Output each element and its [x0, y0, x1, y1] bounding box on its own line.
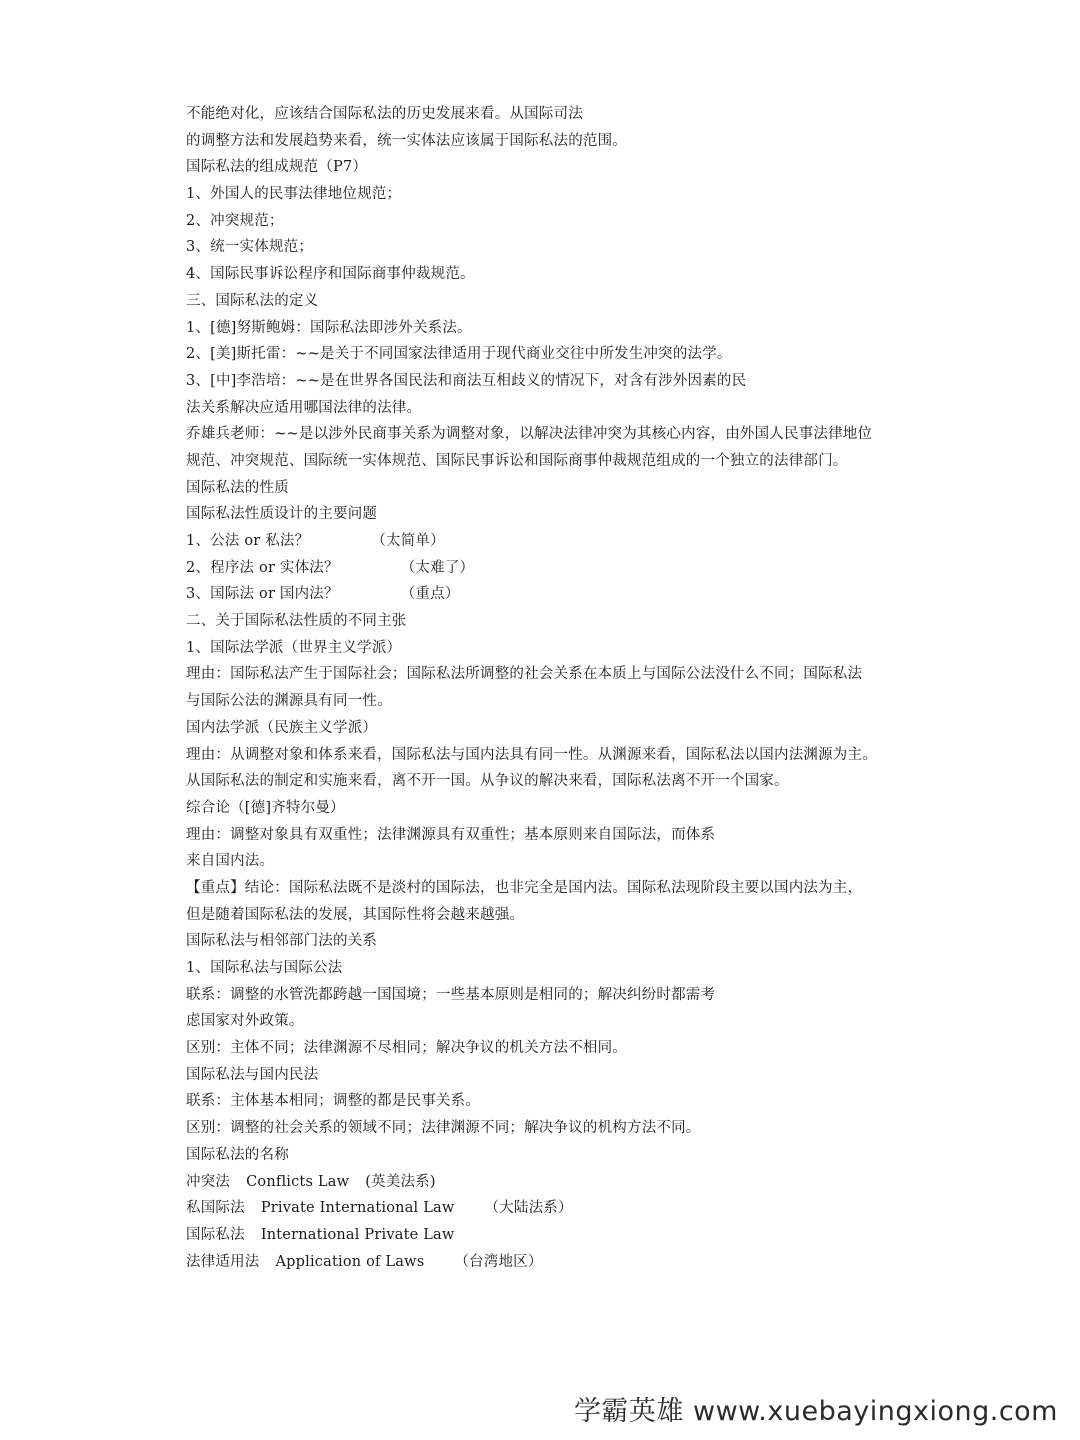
question-text: 1、公法 or 私法？ [186, 533, 310, 549]
name-note: （大陆法系） [484, 1200, 573, 1217]
text-line: 区别：调整的社会关系的领域不同；法律渊源不同；解决争议的机构方法不同。 [186, 1120, 701, 1137]
text-line: 理由：从调整对象和体系来看，国际私法与国内法具有同一性。从渊源来看，国际私法以国内法渊源为主。 [186, 746, 877, 763]
question-text: 3、国际法 or 国内法？ [186, 586, 339, 603]
list-item: 1、国际法学派（世界主义学派） [186, 639, 402, 656]
name-item [186, 1222, 906, 1249]
name-cn: 私国际法 [186, 1200, 245, 1217]
list-item: 1、[德]努斯鲍姆：国际私法即涉外关系法。 [186, 319, 472, 336]
name-item [186, 1195, 906, 1222]
list-item: 2、冲突规范； [186, 212, 284, 229]
question-item [186, 555, 906, 582]
text-line: 规范、冲突规范、国际统一实体规范、国际民事诉讼和国际商事仲裁规范组成的一个独立的法律部门。 [186, 452, 848, 469]
list-item: 4、国际民事诉讼程序和国际商事仲裁规范。 [186, 266, 475, 283]
section-heading: 国际私法的名称 [186, 1146, 289, 1163]
section-heading: 国际私法与国内民法 [186, 1066, 319, 1083]
text-line: 从国际私法的制定和实施来看，离不开一国。从争议的解决来看，国际私法离不开一个国家。 [186, 773, 789, 790]
question-item [186, 581, 906, 608]
question-item [186, 528, 906, 555]
name-item [186, 1249, 906, 1276]
text-line: 【重点】结论：国际私法既不是淡村的国际法，也非完全是国内法。国际私法现阶段主要以国内法为主， [186, 879, 863, 896]
list-item: 3、统一实体规范； [186, 239, 314, 256]
name-cn: 国际私法 [186, 1226, 245, 1243]
text-line: 联系：主体基本相同；调整的都是民事关系。 [186, 1093, 480, 1110]
question-text: 2、程序法 or 实体法？ [186, 559, 339, 576]
list-item: 1、国际私法与国际公法 [186, 960, 343, 976]
text-line: 理由：国际私法产生于国际社会；国际私法所调整的社会关系在本质上与国际公法没什么不同；国际私法 [186, 666, 863, 683]
text-line: 不能绝对化，应该结合国际私法的历史发展来看。从国际司法 [186, 106, 583, 122]
section-heading: 二、关于国际私法性质的不同主张 [186, 613, 407, 630]
text-line: 法关系解决应适用哪国法律的法律。 [186, 399, 422, 416]
text-line: 乔雄兵老师：~~是以涉外民商事关系为调整对象，以解决法律冲突为其核心内容，由外国人民事法律地位 [186, 426, 873, 443]
text-line: 的调整方法和发展趋势来看，统一实体法应该属于国际私法的范围。 [186, 132, 627, 149]
text-line: 来自国内法。 [186, 853, 275, 870]
name-cn: 冲突法 [186, 1173, 231, 1190]
list-item: 1、外国人的民事法律地位规范； [186, 186, 402, 203]
section-heading: 国内法学派（民族主义学派） [186, 719, 378, 736]
name-item [186, 1169, 906, 1196]
site-watermark: 学霸英雄 www.xuebayingxiong.com [573, 1396, 1058, 1427]
name-en: Conflicts Law [246, 1173, 350, 1190]
text-line: 与国际公法的渊源具有同一性。 [186, 693, 392, 710]
name-note: （台湾地区） [454, 1253, 543, 1270]
name-en: Application of Laws [275, 1253, 425, 1270]
section-heading: 国际私法的组成规范（P7） [186, 159, 368, 176]
list-item: 3、[中]李浩培：~~是在世界各国民法和商法互相歧义的情况下，对含有涉外因素的民 [186, 372, 747, 389]
name-en: International Private Law [260, 1226, 455, 1243]
name-note: (英美法系) [365, 1173, 436, 1190]
text-line: 区别：主体不同；法律渊源不尽相同；解决争议的机关方法不相同。 [186, 1040, 627, 1057]
text-line: 虑国家对外政策。 [186, 1013, 304, 1030]
section-heading: 三、国际私法的定义 [186, 292, 319, 309]
text-line: 理由：调整对象具有双重性；法律渊源具有双重性；基本原则来自国际法，而体系 [186, 826, 716, 843]
text-line: 但是随着国际私法的发展，其国际性将会越来越强。 [186, 906, 525, 923]
question-note: （太难了） [400, 559, 475, 576]
section-heading: 国际私法性质设计的主要问题 [186, 506, 378, 523]
section-heading: 国际私法与相邻部门法的关系 [186, 933, 378, 950]
question-note: （太简单） [371, 533, 445, 549]
name-cn: 法律适用法 [186, 1253, 260, 1270]
text-line: 联系：调整的水管洗都跨越一国国境；一些基本原则是相同的；解决纠纷时都需考 [186, 986, 716, 1003]
section-heading: 国际私法的性质 [186, 479, 289, 496]
question-note: （重点） [400, 586, 460, 603]
section-heading: 综合论（[德]齐特尔曼） [186, 799, 345, 816]
list-item: 2、[美]斯托雷：~~是关于不同国家法律适用于现代商业交往中所发生冲突的法学。 [186, 346, 732, 363]
document-body [186, 101, 906, 1275]
name-en: Private International Law [260, 1200, 455, 1217]
